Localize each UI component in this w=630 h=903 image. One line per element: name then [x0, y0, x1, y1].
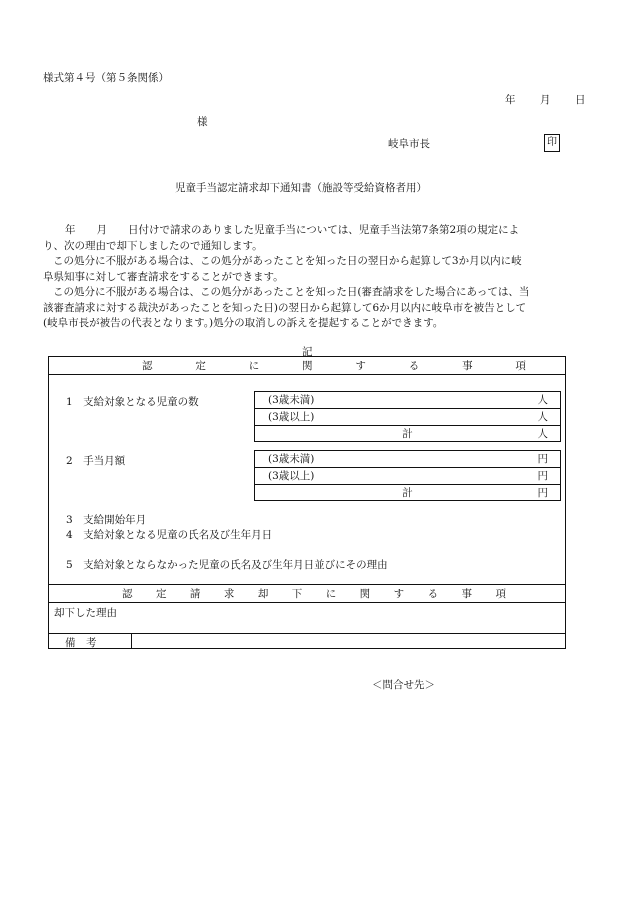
section1-header-char: に	[248, 360, 260, 372]
monthly-amount-box	[254, 450, 561, 501]
row-unit: 人	[537, 428, 548, 440]
section2-header-char: 認	[122, 588, 133, 600]
body-p2-line2: 阜県知事に対して審査請求をすることができます。	[43, 270, 284, 283]
row-label: (3歳以上)	[268, 411, 315, 423]
divider	[49, 602, 565, 603]
section1-header	[142, 359, 526, 373]
details-table	[48, 356, 566, 649]
section2-header-char: 項	[495, 588, 506, 600]
date-month: 月	[540, 94, 551, 106]
ki-label: 記	[302, 346, 313, 358]
section2-header-char: 却	[257, 588, 269, 600]
section2-header-char: 下	[291, 588, 303, 600]
section1-header-char: る	[408, 360, 420, 372]
section2-header-char: る	[427, 588, 439, 600]
monthly-amount-total-row	[255, 485, 560, 501]
monthly-amount-row	[255, 451, 560, 468]
body-text	[43, 223, 588, 332]
item-excluded-children: 5 支給対象とならなかった児童の氏名及び生年月日並びにその理由	[66, 559, 388, 571]
row-label: (3歳未満)	[268, 394, 315, 406]
section2-header-char: に	[325, 588, 337, 600]
seal-mark: 印	[544, 134, 560, 152]
row-unit: 円	[537, 470, 548, 482]
section1-header-char: 定	[195, 360, 206, 372]
children-count-row	[255, 392, 560, 409]
inquiry-label: ＜問合せ先＞	[372, 679, 435, 691]
section2-header-char: 請	[189, 588, 201, 600]
children-count-box	[254, 391, 561, 442]
section1-header-char: 認	[142, 360, 153, 372]
remarks-label: 備 考	[65, 637, 97, 649]
addressee-suffix: 様	[197, 116, 208, 128]
monthly-amount-row	[255, 468, 560, 485]
section2-header-char: 定	[155, 588, 167, 600]
body-p2-line1: この処分に不服がある場合は、この処分があったことを知った日の翌日から起算して3か月以内に岐	[53, 255, 522, 267]
item-children-count: 1 支給対象となる児童の数	[66, 396, 199, 408]
children-count-total-row	[255, 426, 560, 442]
item-start-month: 3 支給開始年月	[66, 514, 147, 526]
row-label: 計	[402, 428, 413, 440]
section1-header-char: 関	[302, 360, 313, 372]
row-label: (3歳未満)	[268, 453, 315, 465]
row-unit: 円	[537, 487, 548, 499]
row-unit: 円	[537, 453, 548, 465]
section1-header-char: 事	[462, 360, 473, 372]
form-number: 様式第４号（第５条関係）	[43, 72, 169, 84]
divider	[49, 374, 565, 375]
section2-header-char: 関	[359, 588, 371, 600]
section2-header	[122, 587, 506, 601]
section1-header-char: す	[355, 360, 366, 372]
section2-header-char: す	[393, 588, 405, 600]
body-p3-line2: 該審査請求に対する裁決があったことを知った日)の翌日から起算して6か月以内に岐阜市を被告として	[43, 301, 527, 314]
divider	[49, 584, 565, 585]
item-children-names: 4 支給対象となる児童の氏名及び生年月日	[66, 529, 273, 541]
divider	[49, 633, 565, 634]
item-monthly-amount: 2 手当月額	[66, 455, 126, 467]
section2-header-char: 求	[223, 588, 235, 600]
body-p1-line2: り、次の理由で却下しましたので通知します。	[43, 239, 263, 252]
row-label: (3歳以上)	[268, 470, 315, 482]
remarks-divider	[131, 633, 132, 649]
body-p3-line3: (岐阜市長が被告の代表となります。)処分の取消しの訴えを提起することができます。	[43, 317, 444, 329]
body-p1-line1: 年 月 日付けで請求のありました児童手当については、児童手当法第7条第2項の規定によ	[65, 224, 520, 236]
section2-header-char: 事	[461, 588, 473, 600]
date-year: 年	[505, 94, 516, 106]
date-day: 日	[575, 94, 586, 106]
document-title: 児童手当認定請求却下通知書（施設等受給資格者用）	[175, 182, 427, 194]
issuer: 岐阜市長	[388, 138, 430, 150]
row-unit: 人	[537, 394, 548, 406]
row-label: 計	[402, 487, 413, 499]
row-unit: 人	[537, 411, 548, 423]
section1-header-char: 項	[515, 360, 526, 372]
children-count-row	[255, 409, 560, 426]
body-p3-line1: この処分に不服がある場合は、この処分があったことを知った日(審査請求をした場合にあっては、当	[53, 286, 530, 298]
rejection-reason-label: 却下した理由	[54, 607, 117, 619]
